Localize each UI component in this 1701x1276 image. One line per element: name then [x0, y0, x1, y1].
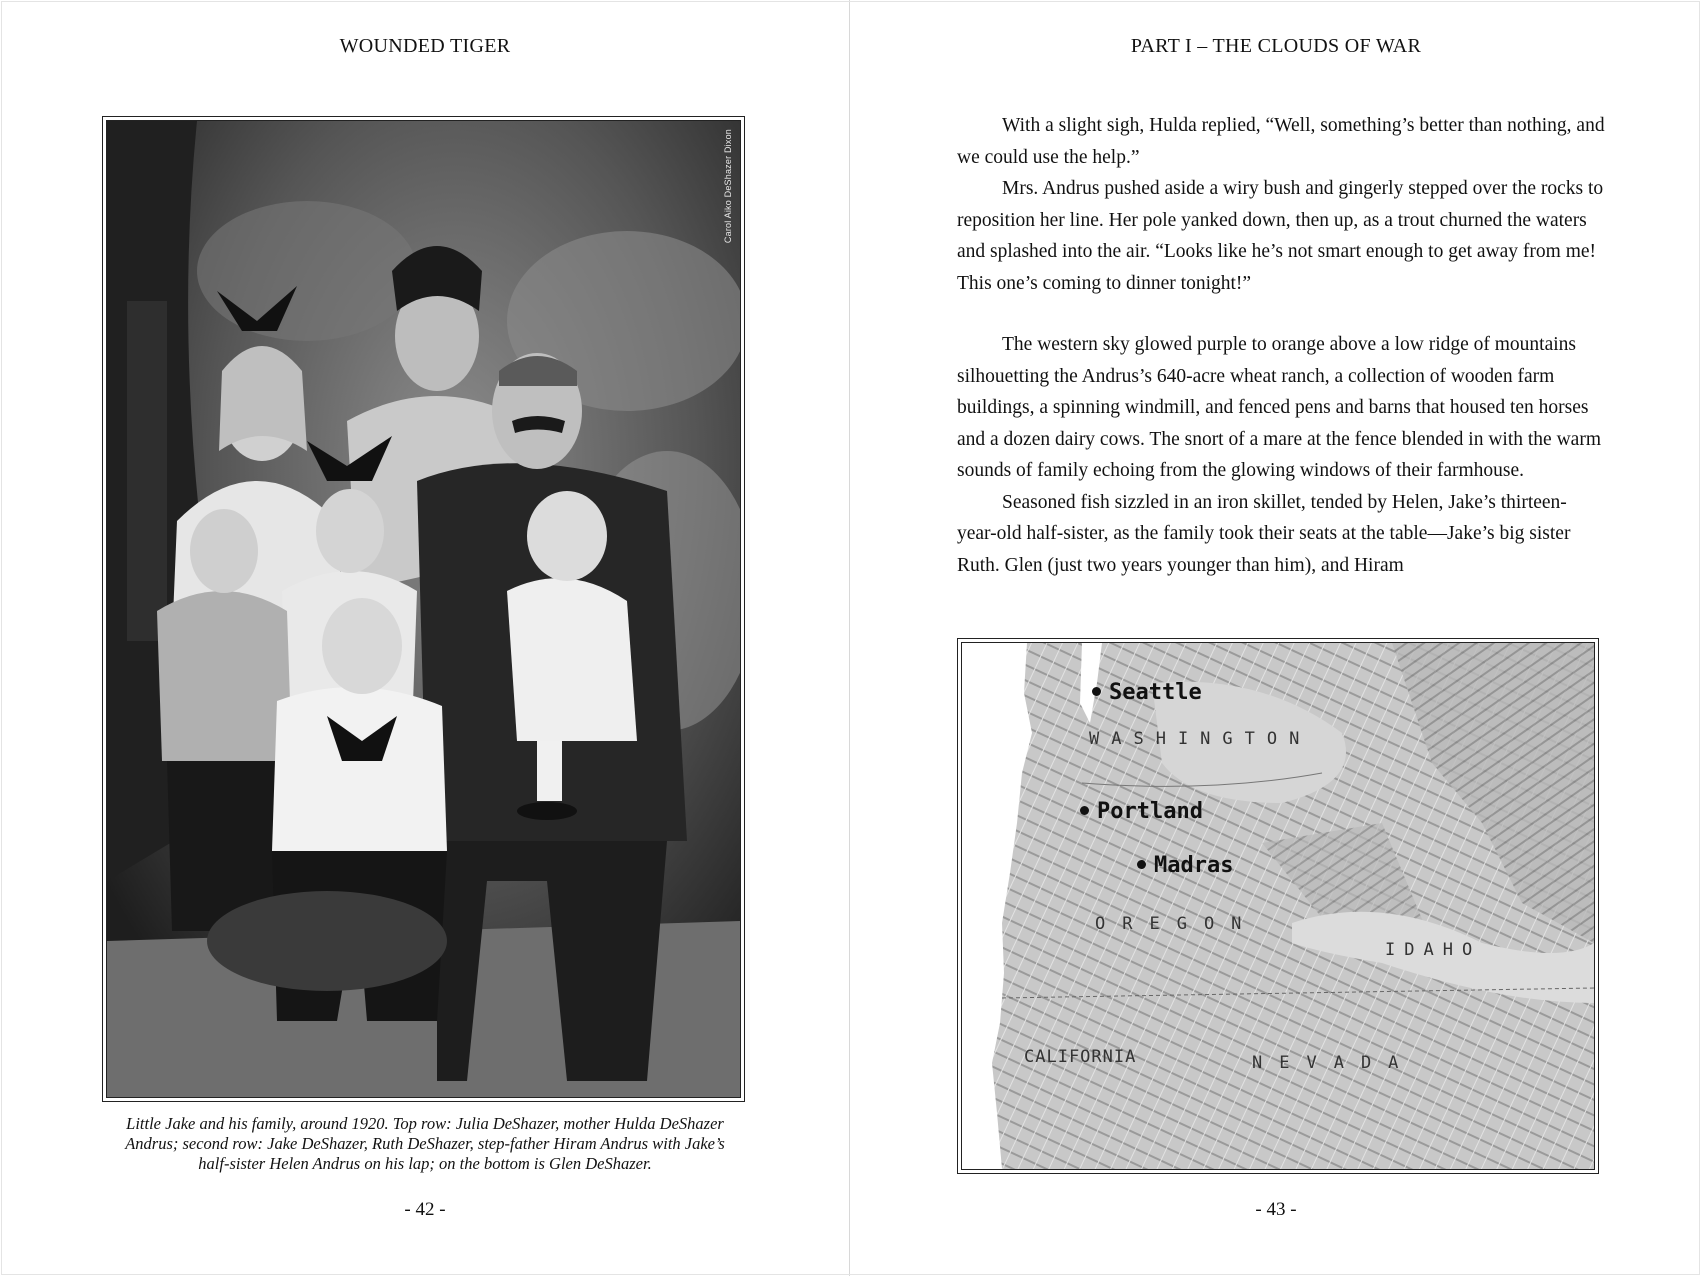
map-region-washington: WASHINGTON — [1089, 729, 1312, 749]
paragraph: Mrs. Andrus pushed aside a wiry bush and gingerly stepped over the rocks to reposition her line. Her pole yanked down, then up, as a trout churned the waters and splashed into the air. “Looks like he’s not smart enough to get away from me! This one’s coming to dinner tonight!” — [957, 178, 1604, 294]
map-city-seattle: Seattle — [1092, 680, 1202, 705]
city-marker-icon — [1092, 687, 1101, 696]
photo-credit: Carol Aiko DeShazer Dixon — [723, 129, 733, 244]
body-text — [957, 110, 1607, 581]
map-region-oregon: OREGON — [1095, 914, 1259, 934]
running-head-left: WOUNDED TIGER — [339, 35, 511, 57]
family-photo — [106, 120, 741, 1098]
city-marker-icon — [1137, 860, 1146, 869]
map-region-california: CALIFORNIA — [1024, 1047, 1137, 1067]
paragraph: The western sky glowed purple to orange above a low ridge of mountains silhouetting the Andrus’s 640-acre wheat ranch, a collection of wooden farm buildings, a spinning windmill, and fenced pens and barns that housed ten horses and a dozen dairy cows. The snort of a mare at the fence blended in with the warm sounds of family echoing from the glowing windows of their farmhouse. — [957, 334, 1601, 481]
family-photo-image — [107, 121, 740, 1097]
family-photo-frame — [102, 116, 745, 1102]
photo-caption: Little Jake and his family, around 1920. Top row: Julia DeShazer, mother Hulda DeShazer Andrus; second row: Jake DeShazer, Ruth DeShazer, step-father Hiram Andrus with Jake’s half-sister Helen Andrus on his lap; on the bottom is Glen DeShazer. — [125, 1114, 725, 1173]
left-page — [0, 0, 850, 1276]
page-number-left: - 42 - — [404, 1199, 446, 1220]
relief-map — [961, 642, 1595, 1170]
map-frame — [957, 638, 1599, 1174]
map-city-portland: Portland — [1080, 799, 1203, 824]
right-page — [851, 0, 1701, 1276]
paragraph: Seasoned fish sizzled in an iron skillet, tended by Helen, Jake’s thirteen- year-old half-sister, as the family took their seats at the table—Jake’s big sister Ruth. Glen (just two years younger than him), and Hiram — [957, 491, 1571, 576]
page-number-right: - 43 - — [1255, 1199, 1297, 1220]
map-region-nevada: NEVADA — [1252, 1053, 1416, 1073]
running-head-right: PART I – THE CLOUDS OF WAR — [1130, 35, 1422, 57]
relief-map-image — [962, 643, 1594, 1169]
map-city-madras: Madras — [1137, 853, 1233, 878]
map-region-idaho: IDAHO — [1385, 940, 1482, 960]
paragraph: With a slight sigh, Hulda replied, “Well, something’s better than nothing, and we could use the help.” — [957, 115, 1605, 168]
city-marker-icon — [1080, 806, 1089, 815]
